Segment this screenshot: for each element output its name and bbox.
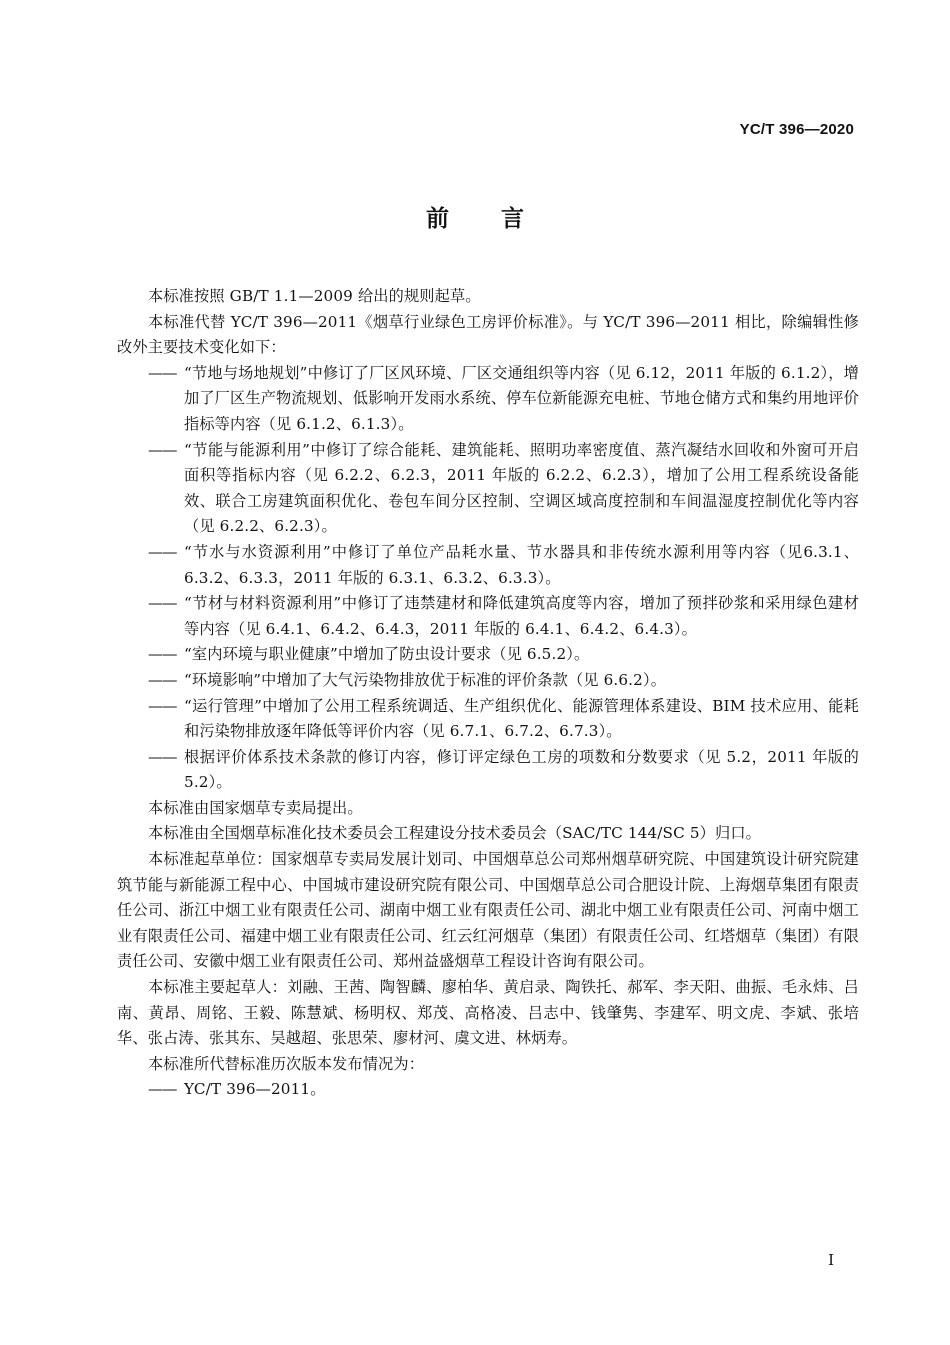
paragraph-replacement: 本标准代替 YC/T 396—2011《烟草行业绿色工房评价标准》。与 YC/T 396—2011 相比，除编辑性修改外主要技术变化如下： [117,312,859,357]
page-title: 前言 [426,206,576,232]
change-item [117,642,859,668]
dash-mark: —— [148,363,177,382]
dash-mark: —— [148,594,177,613]
dash-mark: —— [148,1080,177,1099]
change-item-text: “节水与水资源利用”中修订了单位产品耗水量、节水器具和非传统水源利用等内容（见6.3.1、6.3.2、6.3.3，2011 年版的 6.3.1、6.3.2、6.3.3）。 [184,542,859,587]
foreword-body [117,284,859,1103]
change-item [117,540,859,591]
change-item [117,694,859,745]
change-item [117,361,859,438]
change-item [117,745,859,796]
dash-mark: —— [148,645,177,664]
history-item-text: YC/T 396—2011。 [184,1080,326,1099]
change-item-text: “运行管理”中增加了公用工程系统调适、生产组织优化、能源管理体系建设、BIM 技术应用、能耗和污染物排放逐年降低等评价内容（见 6.7.1、6.7.2、6.7.3）。 [184,696,859,741]
change-item [117,438,859,540]
dash-mark: —— [148,542,177,561]
dash-mark: —— [148,696,177,715]
paragraph-committee: 本标准由全国烟草标准化技术委员会工程建设分技术委员会（SAC/TC 144/SC 5）归口。 [148,824,762,843]
page-number: I [828,1251,834,1269]
change-item [117,591,859,642]
change-item-text: “节能与能源利用”中修订了综合能耗、建筑能耗、照明功率密度值、蒸汽凝结水回收和外窗可开启面积等指标内容（见 6.2.2、6.2.3，2011 年版的 6.2.2、6.2.3），增加了公用工程系统设备能效、联合工房建筑面积优化、卷包车间分区控制、空调区域高度控制和车间温湿度控制优化等内容（见 6.2.2、6.2.3）。 [184,440,859,536]
change-item-text: “室内环境与职业健康”中增加了防虫设计要求（见 6.5.2）。 [184,645,590,664]
change-item-text: “节材与材料资源利用”中修订了违禁建材和降低建筑高度等内容，增加了预拌砂浆和采用绿色建材等内容（见 6.4.1、6.4.2、6.4.3，2011 年版的 6.4.1、6.4.2、6.4.3）。 [184,594,859,638]
dash-mark: —— [148,670,177,689]
change-item-text: 根据评价体系技术条款的修订内容，修订评定绿色工房的项数和分数要求（见 5.2，2011 年版的 5.2）。 [184,747,859,792]
change-item [117,668,859,694]
standard-code: YC/T 396—2020 [739,121,854,138]
paragraph-proposer: 本标准由国家烟草专卖局提出。 [148,798,363,817]
change-item-text: “环境影响”中增加了大气污染物排放优于标准的评价条款（见 6.6.2）。 [184,670,667,689]
paragraph-drafting-rules: 本标准按照 GB/T 1.1—2009 给出的规则起草。 [148,287,481,305]
paragraph-drafters: 本标准主要起草人：刘融、王茜、陶智麟、廖柏华、黄启录、陶铁托、郝军、李天阳、曲振、毛永炜、吕南、黄昂、周铭、王毅、陈慧斌、杨明权、郑茂、高格凌、吕志中、钱肇隽、李建军、明文虎、李斌、张培华、张占涛、张其东、吴越超、张思荣、廖材河、虞文进、林炳寿。 [117,978,859,1048]
history-item [117,1077,859,1103]
change-item-text: “节地与场地规划”中修订了厂区风环境、厂区交通组织等内容（见 6.12，2011 年版的 6.1.2），增加了厂区生产物流规划、低影响开发雨水系统、停车位新能源充电桩、节地仓储方式和集约用地评价指标等内容（见 6.1.2、6.1.3）。 [184,363,859,433]
dash-mark: —— [148,440,177,459]
dash-mark: —— [148,747,177,766]
paragraph-drafting-units: 本标准起草单位：国家烟草专卖局发展计划司、中国烟草总公司郑州烟草研究院、中国建筑设计研究院建筑节能与新能源工程中心、中国城市建设研究院有限公司、中国烟草总公司合肥设计院、上海烟草集团有限责任公司、浙江中烟工业有限责任公司、湖南中烟工业有限责任公司、湖北中烟工业有限责任公司、河南中烟工业有限责任公司、福建中烟工业有限责任公司、红云红河烟草（集团）有限责任公司、红塔烟草（集团）有限责任公司、安徽中烟工业有限责任公司、郑州益盛烟草工程设计咨询有限公司。 [117,850,859,971]
paragraph-history-intro: 本标准所代替标准历次版本发布情况为： [148,1054,425,1073]
